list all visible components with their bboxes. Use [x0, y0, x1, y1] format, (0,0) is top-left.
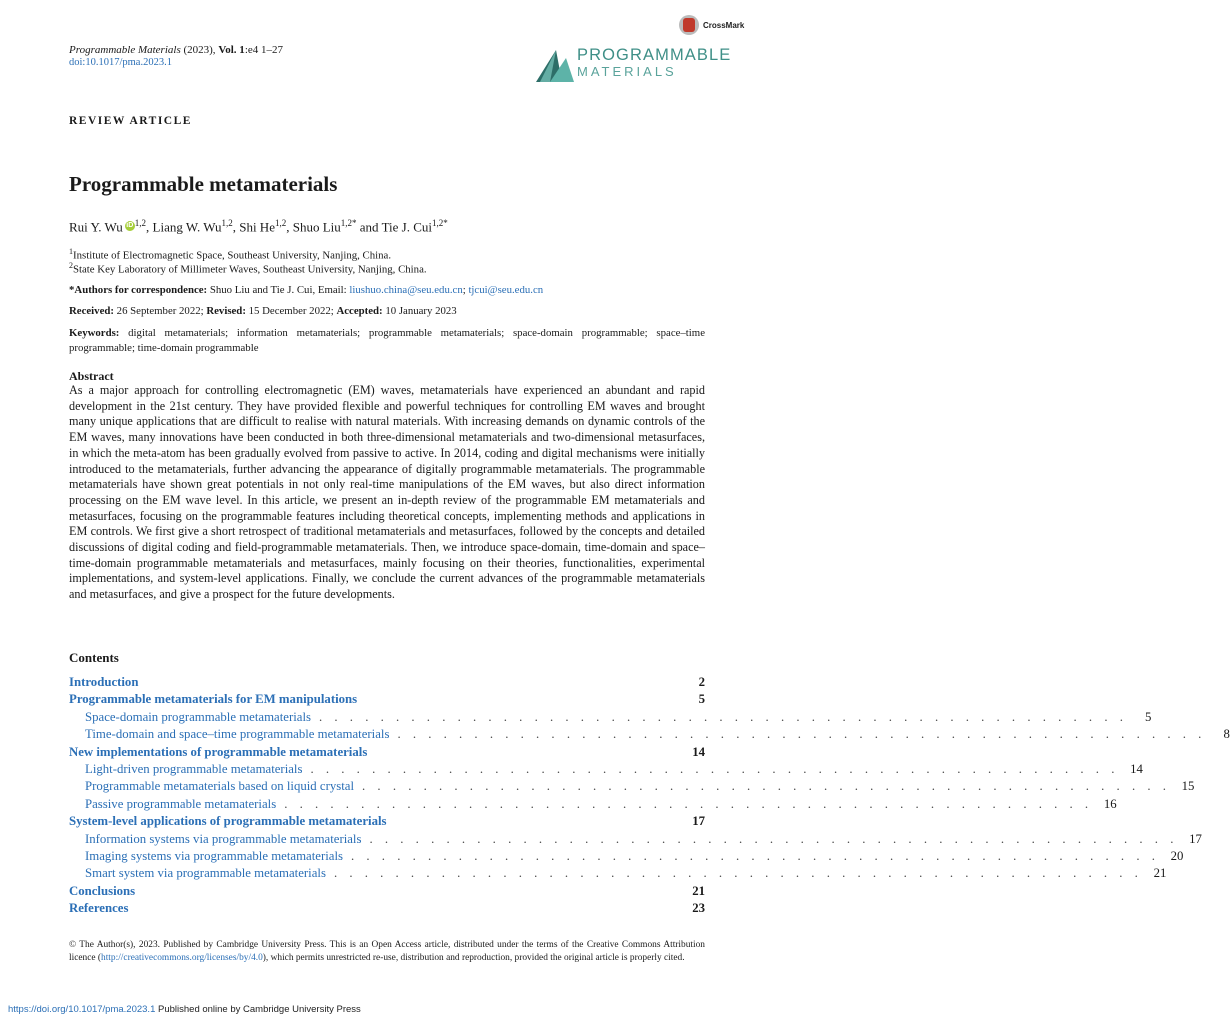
revised-date: 15 December 2022; [245, 305, 337, 317]
license-text: ), which permits unrestricted re-use, distribution and reproduction, provided the original article is properly cited. [262, 952, 685, 963]
crossmark-badge[interactable] [679, 14, 744, 36]
journal-citation [69, 43, 283, 57]
keywords [69, 326, 705, 356]
license-link[interactable]: http://creativecommons.org/licenses/by/4.0 [101, 952, 263, 963]
toc-page-number: 5 [1145, 709, 1152, 724]
toc-page-number: 23 [692, 901, 705, 916]
toc-section[interactable] [69, 884, 705, 901]
toc-page-number: 17 [692, 814, 705, 829]
table-of-contents [69, 675, 1230, 918]
abstract-text: As a major approach for controlling electromagnetic (EM) waves, metamaterials have experienced an abundant and rapid development in the 21st century. They have provided flexible and powerful techniques for controlling EM waves and brought many unique applications that are difficult to realise with natural materials. With increasing demands on dynamic controls of the EM waves, many innovations have been conducted in both three-dimensional metamaterials and two-dimensional metasurfaces, in which the meta-atom has been gradually evolved from passive to active. In 2014, coding and digital mechanisms were initially introduced to the metamaterials, further advancing the appearance of digitally programmable metamaterials. The programmable metamaterials have shown great potentials in not only real-time manipulations of the EM waves, but also direct information processing on the EM wave level. In this article, we present an in-depth review of the programmable EM metamaterials and metasurfaces, focusing on the programmable features including theoretical concepts, implementing methods and applications in EM controls. We first give a short retrospect of traditional metamaterials and metasurfaces, followed by the concepts and detailed discussions of digital coding and field-programmable metamaterials. Then, we introduce space-domain, time-domain and space–time-domain programmable metamaterials and metasurfaces, mainly focusing on their theories, functionalities, experimental implementations, and system-level applications. Finally, we conclude the current advances of the programmable metamaterials and metasurfaces, and give a prospect for the future developments. [69, 383, 705, 602]
logo-mark-icon [536, 46, 576, 82]
journal-pages: :e4 1–27 [244, 44, 284, 56]
accepted-label: Accepted: [336, 305, 383, 317]
toc-section[interactable] [69, 901, 705, 918]
toc-page-number: 15 [1181, 779, 1195, 794]
journal-volume: Vol. 1 [218, 44, 245, 56]
toc-page-number: 5 [698, 692, 705, 707]
toc-link[interactable]: Introduction [69, 675, 139, 689]
toc-page-number: 14 [692, 744, 705, 759]
footer-text: Published online by Cambridge University Press [155, 1004, 361, 1015]
author-name: Rui Y. Wu [69, 219, 123, 235]
toc-subsection[interactable] [69, 866, 1167, 883]
abstract-heading: Abstract [69, 369, 114, 383]
toc-link[interactable]: Passive programmable metamaterials [85, 796, 277, 811]
toc-subsection[interactable] [69, 727, 1230, 744]
contents-heading: Contents [69, 650, 119, 665]
toc-leader: . . . . . . . . . . . . . . . . . . . . . . . . . . . . . . . . . . . . . . . . . . . . . . . . . . . . . [351, 848, 1160, 863]
correspondence-label: *Authors for correspondence: [69, 284, 208, 296]
toc-page-number: 8 [1223, 727, 1230, 742]
toc-page-number: 17 [1189, 831, 1202, 846]
journal-logo [536, 46, 732, 82]
email-link[interactable]: tjcui@seu.edu.cn [468, 284, 544, 296]
author-affiliation: 1,2 [134, 218, 147, 228]
license-text: © The Author(s), 2023. Published by Cambridge University Press. This is an Open Access article, distributed under the terms of the Creative Commons Attribution licence ( [69, 940, 705, 963]
keywords-label: Keywords: [69, 327, 120, 339]
article-type: REVIEW ARTICLE [69, 115, 192, 127]
toc-link[interactable]: Space-domain programmable metamaterials [85, 709, 311, 724]
toc-subsection[interactable] [69, 709, 1152, 727]
affiliation-text: Institute of Electromagnetic Space, Southeast University, Nanjing, China. [73, 249, 392, 262]
received-date: 26 September 2022; [113, 305, 207, 317]
toc-section[interactable] [69, 692, 705, 709]
toc-leader: . . . . . . . . . . . . . . . . . . . . . . . . . . . . . . . . . . . . . . . . . . . . . . . . . . . . . [362, 779, 1171, 794]
license-notice [69, 939, 705, 964]
accepted-date: 10 January 2023 [382, 305, 457, 317]
toc-subsection[interactable] [69, 831, 1202, 849]
footer-doi-link[interactable]: https://doi.org/10.1017/pma.2023.1 [8, 1004, 156, 1015]
toc-leader: . . . . . . . . . . . . . . . . . . . . . . . . . . . . . . . . . . . . . . . . . . . . . . . . . . . . . [310, 761, 1119, 776]
doi-link[interactable]: doi:10.1017/pma.2023.1 [69, 57, 172, 68]
affiliation [69, 247, 391, 262]
toc-link[interactable]: Light-driven programmable metamaterials [85, 761, 303, 776]
article-title: Programmable metamaterials [69, 172, 338, 196]
toc-link[interactable]: Programmable metamaterials for EM manipulations [69, 692, 358, 707]
toc-link[interactable]: Conclusions [69, 883, 136, 898]
toc-section[interactable] [69, 675, 705, 692]
toc-leader: . . . . . . . . . . . . . . . . . . . . . . . . . . . . . . . . . . . . . . . . . . . . . . . . . . . . . [369, 831, 1178, 846]
toc-leader: . . . . . . . . . . . . . . . . . . . . . . . . . . . . . . . . . . . . . . . . . . . . . . . . . . . . . [319, 709, 1128, 724]
author-name: Shuo Liu [292, 219, 341, 235]
author-affiliation: 1,2* [432, 218, 448, 228]
toc-page-number: 20 [1170, 848, 1184, 863]
toc-section[interactable] [69, 814, 705, 831]
received-label: Received: [69, 305, 114, 317]
author-name: Shi He [239, 219, 275, 235]
correspondence-text: Shuo Liu and Tie J. Cui, Email: [207, 284, 350, 296]
toc-subsection[interactable] [69, 796, 1117, 814]
page-footer [8, 1004, 361, 1015]
author-affiliation: 1,2* [340, 218, 357, 228]
revised-label: Revised: [206, 305, 246, 317]
toc-subsection[interactable] [69, 761, 1143, 779]
toc-leader: . . . . . . . . . . . . . . . . . . . . . . . . . . . . . . . . . . . . . . . . . . . . . . . . . . . . . [333, 866, 1143, 881]
author-affiliation: 1,2 [221, 218, 233, 228]
email-separator: ; [462, 284, 469, 296]
toc-link[interactable]: Time-domain and space–time programmable metamaterials [85, 727, 390, 742]
toc-link[interactable]: Imaging systems via programmable metamaterials [85, 848, 343, 863]
logo-line-2: MATERIALS [577, 64, 677, 79]
toc-link[interactable]: Smart system via programmable metamaterials [85, 866, 326, 881]
author-conjunction: and [359, 219, 379, 235]
author-name: Liang W. Wu [152, 219, 222, 235]
toc-link[interactable]: New implementations of programmable metamaterials [69, 744, 368, 759]
journal-year: (2023), [183, 44, 216, 56]
toc-page-number: 14 [1130, 761, 1143, 776]
crossmark-icon [679, 15, 699, 35]
crossmark-label: CrossMark [703, 20, 745, 30]
author-affiliation: 1,2 [274, 218, 287, 228]
toc-leader: . . . . . . . . . . . . . . . . . . . . . . . . . . . . . . . . . . . . . . . . . . . . . . . . . . . . . [284, 796, 1093, 811]
toc-page-number: 2 [698, 675, 705, 689]
affiliation [69, 261, 427, 276]
email-link[interactable]: liushuo.china@seu.edu.cn [349, 284, 463, 296]
article-dates [69, 305, 457, 317]
toc-page-number: 21 [692, 883, 705, 898]
toc-section[interactable] [69, 745, 705, 762]
toc-link[interactable]: Programmable metamaterials based on liquid crystal [85, 779, 355, 794]
author-list: Rui Y. Wu iD $^{1,2}$, Liang W. Wu$^{1,2}$, Shi He$^{1,2}$, Shuo Liu$^{1,2*}$ and Tie J. Cui$^{1,2*}$ [69, 218, 448, 235]
toc-link[interactable]: References [69, 901, 129, 916]
toc-page-number: 16 [1103, 796, 1117, 811]
toc-subsection[interactable] [69, 779, 1195, 796]
logo-line-1: PROGRAMMABLE [577, 46, 732, 64]
toc-subsection[interactable] [69, 848, 1184, 866]
affiliation-text: State Key Laboratory of Millimeter Waves, Southeast University, Nanjing, China. [73, 263, 427, 276]
affiliation-number: 2 [69, 261, 73, 270]
affiliation-number: 1 [69, 247, 73, 256]
toc-leader: . . . . . . . . . . . . . . . . . . . . . . . . . . . . . . . . . . . . . . . . . . . . . . . . . . . . . [397, 727, 1206, 742]
orcid-icon[interactable]: iD [126, 222, 134, 230]
correspondence [69, 284, 543, 296]
journal-name: Programmable Materials [69, 44, 181, 56]
toc-link[interactable]: System-level applications of programmable metamaterials [69, 814, 387, 829]
toc-page-number: 21 [1153, 866, 1167, 881]
toc-link[interactable]: Information systems via programmable metamaterials [85, 831, 362, 846]
author-name: Tie J. Cui [381, 219, 433, 235]
keywords-text: digital metamaterials; information metamaterials; programmable metamaterials; space-domain programmable; space–time programmable; time-domain programmable [69, 327, 705, 354]
